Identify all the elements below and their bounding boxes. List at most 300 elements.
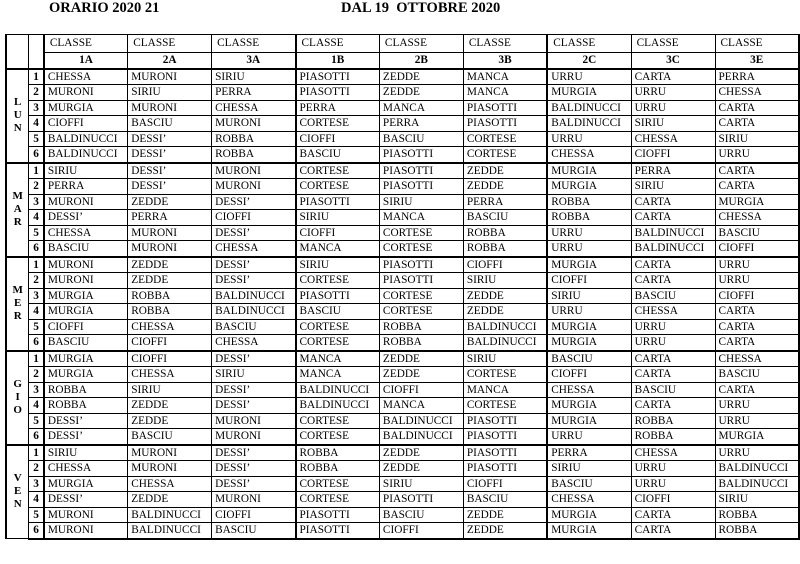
teacher-cell: ZEDDE [128,492,212,508]
teacher-cell: CARTA [715,304,799,320]
teacher-cell: CIOFFI [44,319,128,335]
teacher-cell: ROBBA [44,398,128,414]
teacher-cell: DESSI’ [128,163,212,179]
schedule-row [6,413,799,429]
teacher-cell: CORTESE [296,476,380,492]
schedule-row [6,69,799,85]
schedule-row [6,382,799,398]
teacher-cell: ROBBA [547,210,631,226]
teacher-cell: CORTESE [379,241,463,257]
teacher-cell: MURGIA [547,85,631,101]
teacher-cell: DESSI’ [212,194,296,210]
class-code: 3A [212,53,296,69]
teacher-cell: BALDINUCCI [44,131,128,147]
schedule-row [6,147,799,163]
teacher-cell: CIOFFI [463,257,547,273]
teacher-cell: CIOFFI [631,147,715,163]
teacher-cell: ROBBA [44,382,128,398]
period-number: 4 [29,492,44,508]
teacher-cell: CHESSA [631,304,715,320]
schedule-row [6,445,799,461]
teacher-cell: PERRA [44,179,128,195]
teacher-cell: CORTESE [379,288,463,304]
schedule-row [6,85,799,101]
teacher-cell: SIRIU [631,179,715,195]
teacher-cell: MURGIA [547,398,631,414]
teacher-cell: BASCIU [379,507,463,523]
teacher-cell: CORTESE [463,131,547,147]
day-letter: M [12,190,23,202]
teacher-cell: URRU [631,476,715,492]
teacher-cell: URRU [547,304,631,320]
teacher-cell: BALDINUCCI [715,476,799,492]
schedule-row [6,319,799,335]
teacher-cell: ROBBA [296,461,380,477]
schedule-row [6,194,799,210]
teacher-cell: BALDINUCCI [296,398,380,414]
day-letter: L [14,96,22,108]
teacher-cell: CARTA [631,523,715,539]
teacher-cell: CHESSA [212,335,296,351]
teacher-cell: PERRA [296,100,380,116]
teacher-cell: ZEDDE [379,85,463,101]
class-code: 3C [631,53,715,69]
day-letter: R [13,216,22,228]
teacher-cell: CHESSA [547,492,631,508]
teacher-cell: BALDINUCCI [212,288,296,304]
teacher-cell: MURGIA [715,429,799,445]
teacher-cell: PIASOTTI [379,179,463,195]
teacher-cell: ZEDDE [379,461,463,477]
teacher-cell: URRU [547,241,631,257]
teacher-cell: ZEDDE [379,445,463,461]
day-letter: E [14,485,22,498]
teacher-cell: MANCA [463,69,547,85]
teacher-cell: SIRIU [547,288,631,304]
teacher-cell: CARTA [631,351,715,367]
class-word: CLASSE [296,35,380,53]
teacher-cell: PIASOTTI [463,429,547,445]
day-letter: V [13,472,22,485]
teacher-cell: CHESSA [212,100,296,116]
teacher-cell: CORTESE [296,335,380,351]
teacher-cell: BALDINUCCI [547,116,631,132]
teacher-cell: PIASOTTI [463,116,547,132]
teacher-cell: CIOFFI [44,116,128,132]
teacher-cell: URRU [715,413,799,429]
schedule-row [6,116,799,132]
teacher-cell: CARTA [715,100,799,116]
period-number: 6 [29,147,44,163]
teacher-cell: BALDINUCCI [463,319,547,335]
teacher-cell: PIASOTTI [463,413,547,429]
teacher-cell: URRU [547,225,631,241]
teacher-cell: PIASOTTI [296,69,380,85]
teacher-cell: BASCIU [463,210,547,226]
teacher-cell: ROBBA [128,288,212,304]
teacher-cell: PIASOTTI [379,492,463,508]
class-word: CLASSE [715,35,799,53]
teacher-cell: ROBBA [128,304,212,320]
teacher-cell: BASCIU [44,241,128,257]
teacher-cell: CHESSA [715,85,799,101]
teacher-cell: BASCIU [715,225,799,241]
teacher-cell: ROBBA [631,429,715,445]
class-word: CLASSE [547,35,631,53]
teacher-cell: ZEDDE [128,257,212,273]
class-code: 3E [715,53,799,69]
schedule-row [6,476,799,492]
period-number: 3 [29,476,44,492]
teacher-cell: CARTA [715,335,799,351]
teacher-cell: BALDINUCCI [379,429,463,445]
teacher-cell: MURGIA [44,351,128,367]
teacher-cell: SIRIU [631,116,715,132]
teacher-cell: CHESSA [44,69,128,85]
teacher-cell: MURGIA [547,257,631,273]
class-word: CLASSE [379,35,463,53]
teacher-cell: ZEDDE [463,163,547,179]
teacher-cell: CIOFFI [128,351,212,367]
teacher-cell: SIRIU [463,273,547,289]
day-label [6,445,29,539]
teacher-cell: PIASOTTI [379,147,463,163]
teacher-cell: BALDINUCCI [547,100,631,116]
schedule-row [6,429,799,445]
teacher-cell: BALDINUCCI [379,413,463,429]
period-number: 6 [29,241,44,257]
period-number: 3 [29,288,44,304]
teacher-cell: CORTESE [463,147,547,163]
teacher-cell: CHESSA [128,476,212,492]
teacher-cell: DESSI’ [44,210,128,226]
teacher-cell: MURONI [212,163,296,179]
teacher-cell: DESSI’ [44,413,128,429]
teacher-cell: CIOFFI [212,507,296,523]
teacher-cell: SIRIU [379,476,463,492]
teacher-cell: DESSI’ [44,492,128,508]
teacher-cell: DESSI’ [212,398,296,414]
teacher-cell: PIASOTTI [296,523,380,539]
day-letter: G [13,378,22,390]
class-code-row [6,53,799,69]
teacher-cell: PIASOTTI [463,445,547,461]
period-number: 2 [29,367,44,383]
period-number: 1 [29,69,44,85]
teacher-cell: MANCA [463,85,547,101]
teacher-cell: MURONI [44,273,128,289]
teacher-cell: BASCIU [631,382,715,398]
period-number: 5 [29,413,44,429]
teacher-cell: MURONI [212,429,296,445]
teacher-cell: BASCIU [463,492,547,508]
teacher-cell: PIASOTTI [296,194,380,210]
teacher-cell: ZEDDE [379,69,463,85]
teacher-cell: PERRA [128,210,212,226]
teacher-cell: PERRA [212,85,296,101]
schedule-row [6,335,799,351]
class-code: 2A [128,53,212,69]
teacher-cell: SIRIU [296,257,380,273]
teacher-cell: ZEDDE [128,398,212,414]
teacher-cell: CIOFFI [379,523,463,539]
teacher-cell: CARTA [631,507,715,523]
teacher-cell: URRU [631,335,715,351]
teacher-cell: MANCA [296,367,380,383]
teacher-cell: BASCIU [296,147,380,163]
teacher-cell: ROBBA [547,194,631,210]
period-number: 3 [29,100,44,116]
teacher-cell: MURONI [212,179,296,195]
teacher-cell: MURONI [128,445,212,461]
schedule-row [6,492,799,508]
schedule-row [6,241,799,257]
teacher-cell: BALDINUCCI [44,147,128,163]
day-letter: O [13,404,22,416]
teacher-cell: CIOFFI [296,131,380,147]
teacher-cell: MURGIA [547,335,631,351]
teacher-cell: CHESSA [547,382,631,398]
teacher-cell: CIOFFI [128,335,212,351]
teacher-cell: CIOFFI [379,382,463,398]
day-label [6,69,29,163]
schedule-row [6,100,799,116]
teacher-cell: ROBBA [212,131,296,147]
teacher-cell: DESSI’ [128,179,212,195]
period-number: 2 [29,273,44,289]
schedule-row [6,288,799,304]
teacher-cell: MURGIA [44,476,128,492]
period-number: 5 [29,225,44,241]
teacher-cell: CHESSA [212,241,296,257]
teacher-cell: MANCA [379,100,463,116]
period-number: 5 [29,507,44,523]
class-code: 3B [463,53,547,69]
teacher-cell: MURONI [44,523,128,539]
teacher-cell: DESSI’ [212,445,296,461]
teacher-cell: ROBBA [715,507,799,523]
teacher-cell: SIRIU [715,492,799,508]
day-label [6,163,29,257]
teacher-cell: ZEDDE [463,523,547,539]
teacher-cell: URRU [715,273,799,289]
teacher-cell: SIRIU [212,367,296,383]
day-letter: R [13,310,22,322]
teacher-cell: MURONI [128,100,212,116]
period-number: 3 [29,382,44,398]
schedule-row [6,163,799,179]
teacher-cell: DESSI’ [212,273,296,289]
teacher-cell: MURGIA [547,319,631,335]
teacher-cell: CARTA [715,179,799,195]
teacher-cell: DESSI’ [212,476,296,492]
teacher-cell: CARTA [631,398,715,414]
teacher-cell: SIRIU [379,194,463,210]
teacher-cell: CARTA [631,69,715,85]
period-number: 6 [29,429,44,445]
teacher-cell: MURGIA [547,413,631,429]
teacher-cell: MANCA [463,382,547,398]
teacher-cell: CORTESE [379,304,463,320]
teacher-cell: CIOFFI [715,241,799,257]
teacher-cell: CHESSA [547,147,631,163]
teacher-cell: SIRIU [547,461,631,477]
teacher-cell: BALDINUCCI [212,304,296,320]
teacher-cell: MURGIA [547,163,631,179]
teacher-cell: BALDINUCCI [631,241,715,257]
teacher-cell: ROBBA [631,413,715,429]
teacher-cell: MURGIA [715,194,799,210]
teacher-cell: DESSI’ [128,147,212,163]
teacher-cell: URRU [631,461,715,477]
teacher-cell: ROBBA [379,335,463,351]
day-letter: M [12,284,23,296]
teacher-cell: PERRA [379,116,463,132]
teacher-cell: MURONI [44,194,128,210]
teacher-cell: ZEDDE [463,304,547,320]
teacher-cell: CORTESE [296,429,380,445]
teacher-cell: ZEDDE [128,413,212,429]
teacher-cell: BALDINUCCI [296,382,380,398]
teacher-cell: DESSI’ [212,225,296,241]
day-label [6,257,29,351]
day-letter: U [13,109,22,121]
teacher-cell: ZEDDE [463,288,547,304]
teacher-cell: DESSI’ [128,131,212,147]
period-number: 1 [29,445,44,461]
teacher-cell: MURONI [44,85,128,101]
schedule-row [6,523,799,539]
schedule-row [6,304,799,320]
schedule-row [6,398,799,414]
teacher-cell: MURONI [44,507,128,523]
teacher-cell: CIOFFI [631,492,715,508]
teacher-cell: MANCA [296,351,380,367]
schedule-row [6,179,799,195]
teacher-cell: BALDINUCCI [128,523,212,539]
teacher-cell: ZEDDE [463,179,547,195]
teacher-cell: SIRIU [715,131,799,147]
teacher-cell: ROBBA [379,319,463,335]
teacher-cell: CORTESE [463,398,547,414]
teacher-cell: CHESSA [44,461,128,477]
period-number: 2 [29,179,44,195]
teacher-cell: MANCA [296,241,380,257]
teacher-cell: MURGIA [44,304,128,320]
class-code: 2B [379,53,463,69]
teacher-cell: SIRIU [296,210,380,226]
teacher-cell: BASCIU [212,319,296,335]
corner-cell [6,35,29,69]
teacher-cell: BASCIU [44,335,128,351]
teacher-cell: ZEDDE [379,351,463,367]
teacher-cell: SIRIU [463,351,547,367]
teacher-cell: BALDINUCCI [631,225,715,241]
teacher-cell: DESSI’ [212,461,296,477]
teacher-cell: ROBBA [715,523,799,539]
teacher-cell: CHESSA [631,131,715,147]
teacher-cell: BALDINUCCI [715,461,799,477]
teacher-cell: BASCIU [379,131,463,147]
teacher-cell: MURONI [212,116,296,132]
period-number: 6 [29,523,44,539]
period-number: 1 [29,163,44,179]
teacher-cell: PIASOTTI [296,507,380,523]
day-letter: N [13,122,22,134]
teacher-cell: PIASOTTI [379,273,463,289]
teacher-cell: CHESSA [128,367,212,383]
day-letter: I [15,391,20,403]
schedule-row [6,225,799,241]
period-number: 1 [29,257,44,273]
teacher-cell: MURONI [128,69,212,85]
teacher-cell: DESSI’ [212,257,296,273]
teacher-cell: ROBBA [463,241,547,257]
class-word-row [6,35,799,53]
teacher-cell: CARTA [631,257,715,273]
teacher-cell: SIRIU [44,445,128,461]
teacher-cell: PERRA [715,69,799,85]
day-letter: N [13,498,22,511]
teacher-cell: PERRA [463,194,547,210]
class-word: CLASSE [128,35,212,53]
period-number: 4 [29,116,44,132]
period-number: 4 [29,304,44,320]
teacher-cell: BASCIU [128,116,212,132]
teacher-cell: CHESSA [715,351,799,367]
teacher-cell: DESSI’ [44,429,128,445]
teacher-cell: SIRIU [128,85,212,101]
teacher-cell: MANCA [379,398,463,414]
teacher-cell: PIASOTTI [379,163,463,179]
teacher-cell: MURONI [212,492,296,508]
teacher-cell: BASCIU [128,429,212,445]
period-number: 4 [29,398,44,414]
teacher-cell: DESSI’ [212,382,296,398]
class-word: CLASSE [44,35,128,53]
teacher-cell: BASCIU [631,288,715,304]
teacher-cell: CHESSA [631,445,715,461]
teacher-cell: PERRA [631,163,715,179]
teacher-cell: CARTA [715,382,799,398]
teacher-cell: MURONI [128,461,212,477]
schedule-row [6,367,799,383]
teacher-cell: CARTA [715,116,799,132]
teacher-cell: SIRIU [212,69,296,85]
day-letter: A [13,203,22,215]
period-number: 1 [29,351,44,367]
teacher-cell: PIASOTTI [296,288,380,304]
teacher-cell: CIOFFI [547,367,631,383]
teacher-cell: URRU [547,131,631,147]
teacher-cell: MURONI [128,241,212,257]
teacher-cell: URRU [547,69,631,85]
teacher-cell: PIASOTTI [463,461,547,477]
period-number: 5 [29,319,44,335]
period-number: 6 [29,335,44,351]
schedule-row [6,461,799,477]
teacher-cell: CARTA [631,194,715,210]
teacher-cell: PIASOTTI [296,85,380,101]
teacher-cell: BASCIU [547,351,631,367]
teacher-cell: URRU [631,100,715,116]
period-number: 2 [29,461,44,477]
teacher-cell: MURGIA [547,523,631,539]
teacher-cell: CORTESE [296,179,380,195]
teacher-cell: ZEDDE [128,273,212,289]
teacher-cell: BASCIU [715,367,799,383]
schedule-row [6,131,799,147]
